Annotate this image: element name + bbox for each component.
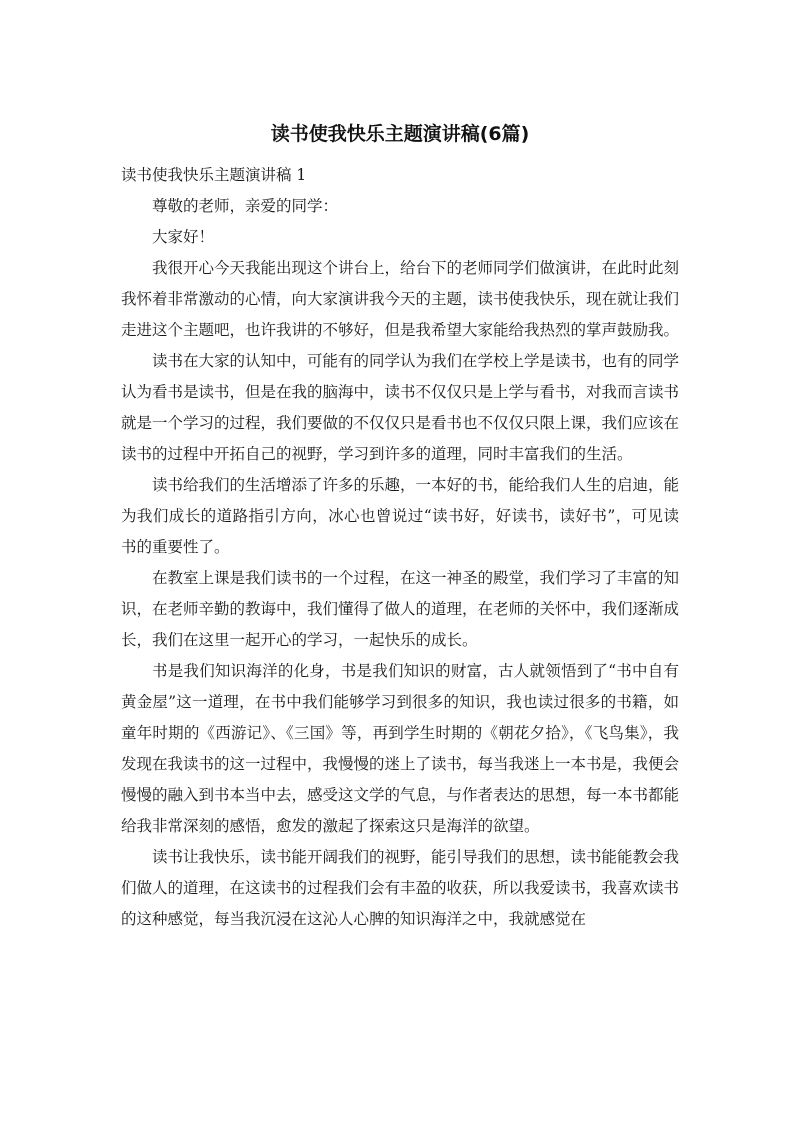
body-paragraph: 书是我们知识海洋的化身，书是我们知识的财富，古人就领悟到了“书中自有黄金屋”这一道理，在书中我们能够学习到很多的知识，我也读过很多的书籍，如童年时期的《西游记》、《三国》等，再到学生时期的《朝花夕拾》，《飞鸟集》，我发现在我读书的这一过程中，我慢慢的迷上了读书，每当我迷上一本书是，我便会慢慢的融入到书本当中去，感受这文学的气息，与作者表达的思想，每一本书都能给我非常深刻的感悟，愈发的激起了探索这只是海洋的欲望。 bbox=[121, 662, 680, 835]
document-title: 读书使我快乐主题演讲稿(6篇) bbox=[270, 123, 530, 145]
greeting: 大家好！ bbox=[152, 228, 215, 246]
salutation: 尊敬的老师，亲爱的同学： bbox=[152, 197, 339, 215]
body-paragraph: 在教室上课是我们读书的一个过程，在这一神圣的殿堂，我们学习了丰富的知识，在老师辛勤的教诲中，我们懂得了做人的道理，在老师的关怀中，我们逐渐成长，我们在这里一起开心的学习，一起快乐的成长。 bbox=[121, 569, 680, 649]
body-paragraph: 我很开心今天我能出现这个讲台上，给台下的老师同学们做演讲，在此时此刻我怀着非常激动的心情，向大家演讲我今天的主题，读书使我快乐，现在就让我们走进这个主题吧，也许我讲的不够好，但是我希望大家能给我热烈的掌声鼓励我。 bbox=[121, 259, 680, 339]
body-paragraph: 读书给我们的生活增添了许多的乐趣，一本好的书，能给我们人生的启迪，能为我们成长的道路指引方向，冰心也曾说过“读书好，好读书，读好书”，可见读书的重要性了。 bbox=[121, 476, 680, 556]
body-paragraph: 读书在大家的认知中，可能有的同学认为我们在学校上学是读书，也有的同学认为看书是读书，但是在我的脑海中，读书不仅仅只是上学与看书，对我而言读书就是一个学习的过程，我们要做的不仅仅只是看书也不仅仅只限上课，我们应该在读书的过程中开拓自己的视野，学习到许多的道理，同时丰富我们的生活。 bbox=[121, 352, 680, 463]
section-subtitle: 读书使我快乐主题演讲稿 1 bbox=[121, 166, 307, 184]
body-paragraph: 读书让我快乐，读书能开阔我们的视野，能引导我们的思想，读书能能教会我们做人的道理，在这读书的过程我们会有丰盈的收获，所以我爱读书，我喜欢读书的这种感觉，每当我沉浸在这沁人心脾的知识海洋之中，我就感觉在 bbox=[121, 848, 680, 928]
document-body bbox=[121, 160, 679, 935]
